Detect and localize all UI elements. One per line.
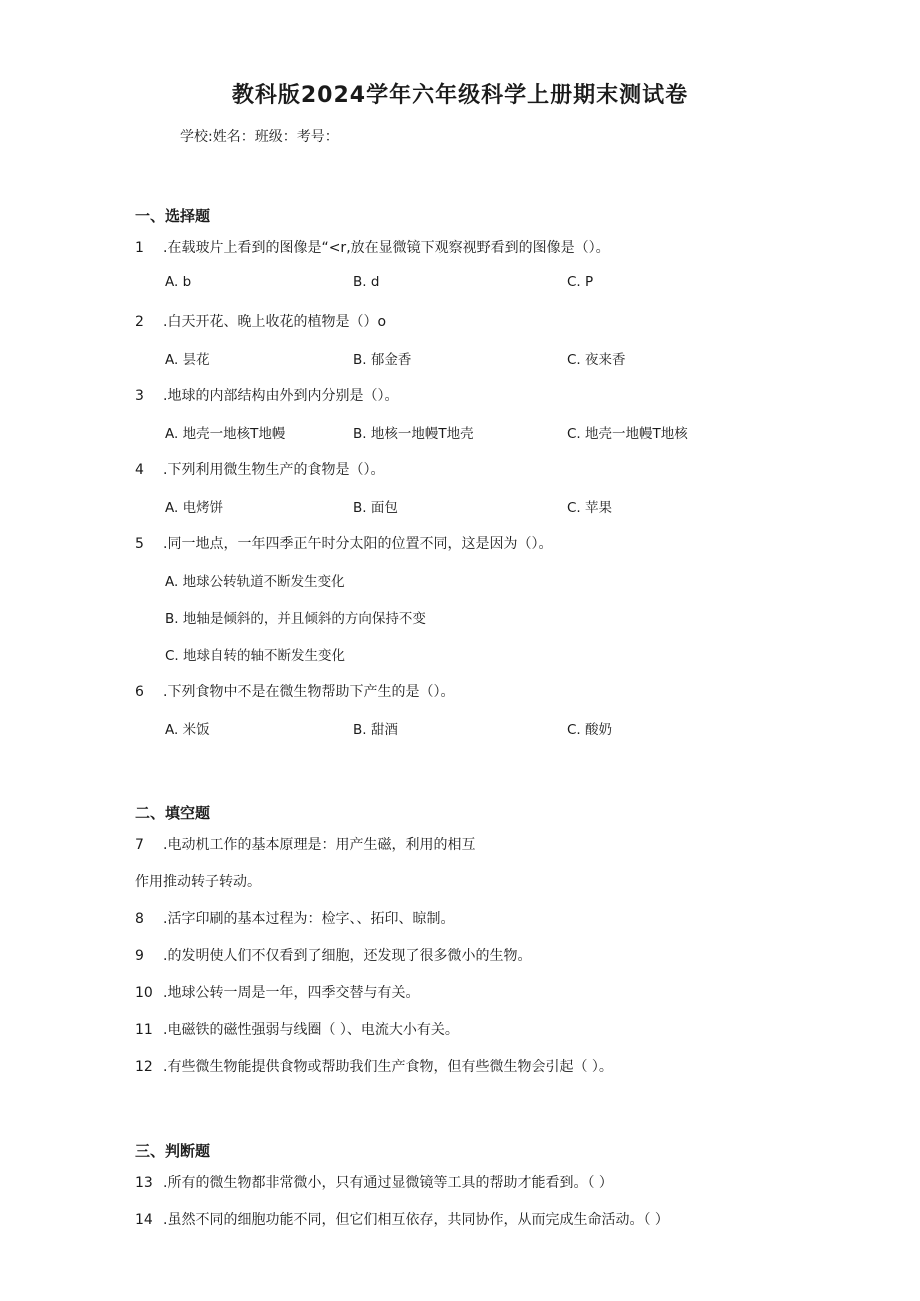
question-4 xyxy=(135,459,384,479)
question-3 xyxy=(135,385,398,405)
q5-option-b: B. 地轴是倾斜的，并且倾斜的方向保持不变 xyxy=(165,611,426,627)
q1-option-c: C. P xyxy=(567,274,594,290)
question-10 xyxy=(135,982,419,1002)
question-text: .电磁铁的磁性强弱与线圈（ ）、电流大小有关。 xyxy=(163,1022,459,1038)
section-heading-choice: 一、选择题 xyxy=(135,207,211,225)
q4-option-c: C. 苹果 xyxy=(567,500,613,516)
question-text: .的发明使人们不仅看到了细胞，还发现了很多微小的生物。 xyxy=(163,948,532,964)
question-number: 6 xyxy=(135,684,144,700)
question-text: .所有的微生物都非常微小，只有通过显微镜等工具的帮助才能看到。（ ） xyxy=(163,1175,613,1191)
q5-option-a: A. 地球公转轨道不断发生变化 xyxy=(165,574,345,590)
question-text: .有些微生物能提供食物或帮助我们生产食物，但有些微生物会引起（ ）。 xyxy=(163,1059,613,1075)
question-text: .虽然不同的细胞功能不同，但它们相互依存，共同协作，从而完成生命活动。（ ） xyxy=(163,1212,669,1228)
question-text: .下列利用微生物生产的食物是（）。 xyxy=(163,462,385,478)
question-text: .下列食物中不是在微生物帮助下产生的是（）。 xyxy=(163,684,455,700)
question-text: .白天开花、晚上收花的植物是（）o xyxy=(163,314,387,330)
question-8 xyxy=(135,908,454,928)
page-title: 教科版2024学年六年级科学上册期末测试卷 xyxy=(231,83,689,108)
question-number: 12 xyxy=(135,1059,153,1075)
section-heading-fill-in: 二、填空题 xyxy=(135,804,211,822)
q6-option-a: A. 米饭 xyxy=(165,722,210,738)
question-12 xyxy=(135,1056,613,1076)
question-text: .同一地点，一年四季正午时分太阳的位置不同，这是因为（）。 xyxy=(163,536,553,552)
question-number: 9 xyxy=(135,948,144,964)
question-number: 8 xyxy=(135,911,144,927)
q3-option-c: C. 地壳一地幔T地核 xyxy=(567,426,688,442)
question-number: 7 xyxy=(135,837,144,853)
q4-option-b: B. 面包 xyxy=(353,500,398,516)
question-text: .地球公转一周是一年，四季交替与有关。 xyxy=(163,985,420,1001)
q4-option-a: A. 电烤饼 xyxy=(165,500,224,516)
q2-option-b: B. 郁金香 xyxy=(353,352,412,368)
q6-option-b: B. 甜酒 xyxy=(353,722,398,738)
question-5 xyxy=(135,533,552,553)
question-number: 4 xyxy=(135,462,144,478)
q3-option-b: B. 地核一地幔T地壳 xyxy=(353,426,474,442)
question-11 xyxy=(135,1019,459,1039)
question-number: 13 xyxy=(135,1175,153,1191)
question-7 xyxy=(135,834,475,854)
question-number: 3 xyxy=(135,388,144,404)
q2-option-a: A. 昙花 xyxy=(165,352,210,368)
q1-option-a: A. b xyxy=(165,274,192,290)
question-13 xyxy=(135,1172,613,1192)
question-number: 11 xyxy=(135,1022,153,1038)
question-number: 1 xyxy=(135,240,144,256)
question-text: .活字印刷的基本过程为：检字、、拓印、晾制。 xyxy=(163,911,455,927)
question-1 xyxy=(135,237,610,257)
student-info-line: 学校:姓名：班级：考号： xyxy=(180,129,339,145)
section-heading-true-false: 三、判断题 xyxy=(135,1142,211,1160)
q1-option-b: B. d xyxy=(353,274,380,290)
question-text: .在载玻片上看到的图像是“<r,放在显微镜下观察视野看到的图像是（）。 xyxy=(163,240,610,256)
question-number: 10 xyxy=(135,985,153,1001)
question-text: .地球的内部结构由外到内分别是（）。 xyxy=(163,388,399,404)
q5-option-c: C. 地球自转的轴不断发生变化 xyxy=(165,648,346,664)
q6-option-c: C. 酸奶 xyxy=(567,722,613,738)
q2-option-c: C. 夜来香 xyxy=(567,352,626,368)
question-7-continuation: 作用推动转子转动。 xyxy=(135,874,261,890)
question-14 xyxy=(135,1209,669,1229)
question-9 xyxy=(135,945,531,965)
question-number: 5 xyxy=(135,536,144,552)
q3-option-a: A. 地壳一地核T地幔 xyxy=(165,426,286,442)
question-number: 14 xyxy=(135,1212,153,1228)
question-text: .电动机工作的基本原理是：用产生磁，利用的相互 xyxy=(163,837,476,853)
question-number: 2 xyxy=(135,314,144,330)
question-6 xyxy=(135,681,454,701)
question-2 xyxy=(135,311,386,331)
